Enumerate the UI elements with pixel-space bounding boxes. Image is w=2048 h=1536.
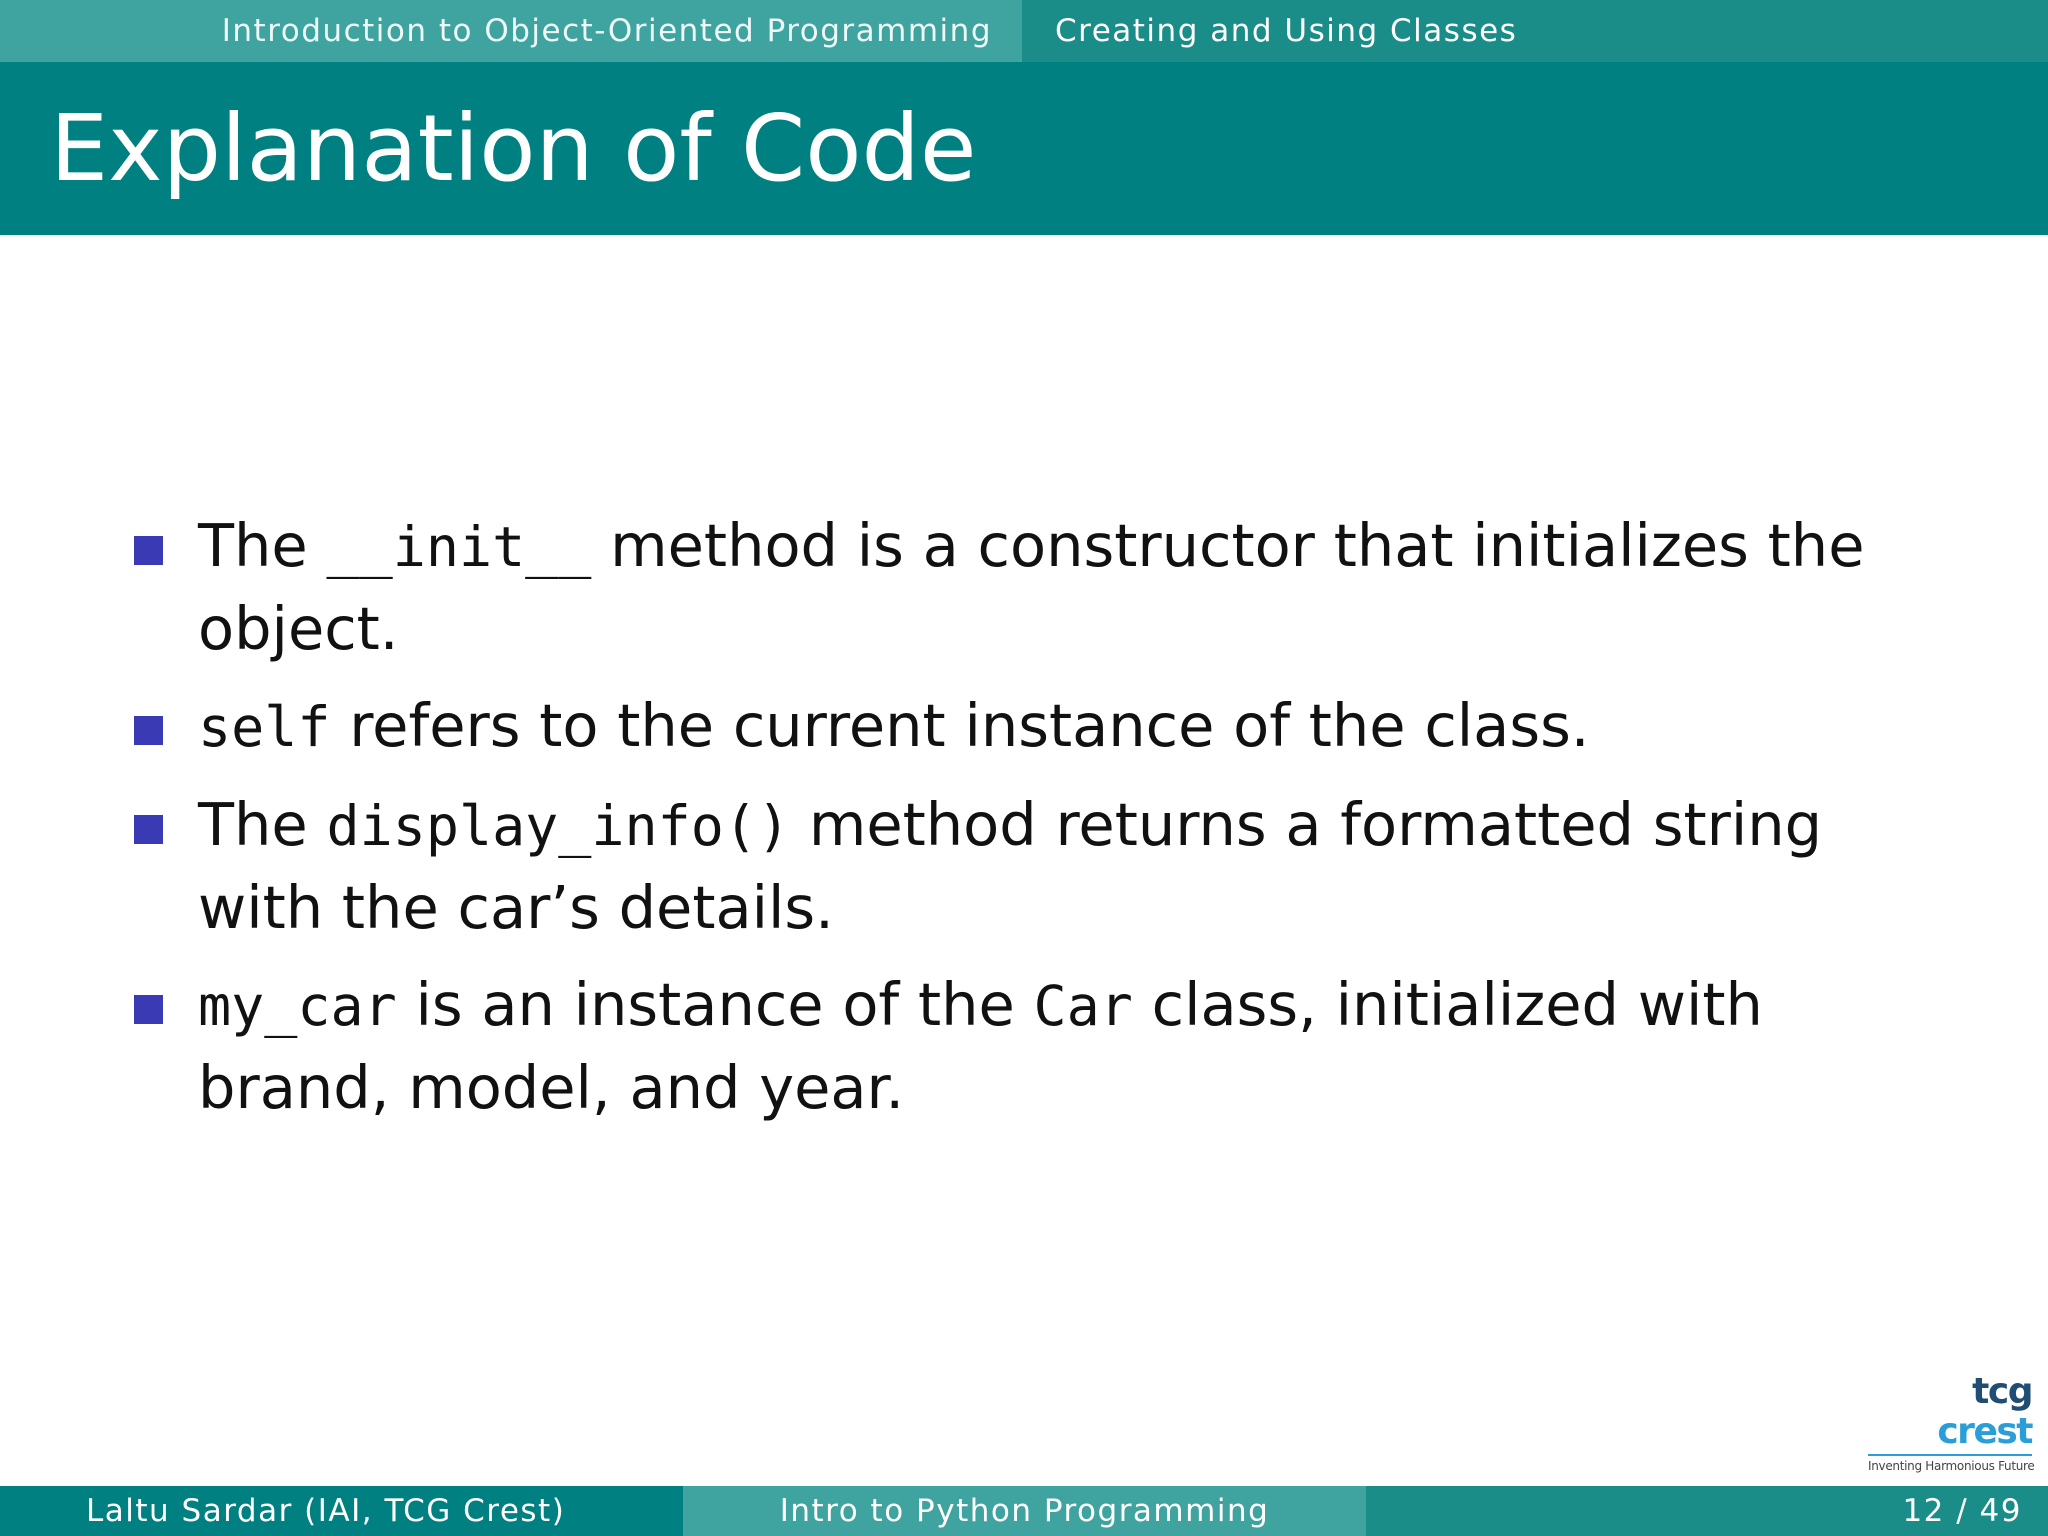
inline-code: __init__ [326, 515, 592, 579]
footer-title-label: Intro to Python Programming [779, 1493, 1270, 1529]
footer-bar [0, 1486, 2048, 1536]
footer-page-number [1366, 1486, 2048, 1536]
bullet-square-icon [134, 716, 163, 745]
logo-tagline: Inventing Harmonious Future [1868, 1459, 2035, 1473]
footer-author [0, 1486, 683, 1536]
logo-wordmark [1868, 1372, 2032, 1452]
frame-title: Explanation of Code [50, 95, 977, 202]
bullet-text: method is a constructor that initializes the object. [198, 511, 1865, 663]
bullet-text: The [198, 790, 327, 859]
header-subsection-label: Creating and Using Classes [1055, 13, 1518, 49]
bullet-text: is an instance of the [396, 970, 1034, 1039]
header-navigation [0, 0, 2048, 62]
logo-divider [1868, 1454, 2032, 1456]
bullet-item [134, 964, 1934, 1128]
slide-content [0, 235, 2048, 1485]
bullet-square-icon [134, 536, 163, 565]
header-section-link[interactable] [0, 0, 1022, 62]
bullet-item [134, 685, 1934, 768]
bullet-item [134, 505, 1934, 669]
tcg-crest-logo [1868, 1371, 2035, 1473]
inline-code: Car [1033, 974, 1133, 1038]
inline-code: my_car [198, 974, 397, 1038]
bullet-text: class, initialized with brand, model, and year. [198, 970, 1763, 1122]
bullet-item [134, 784, 1934, 948]
footer-page-label: 12 / 49 [1902, 1493, 2022, 1529]
bullet-square-icon [134, 995, 163, 1024]
bullet-square-icon [134, 815, 163, 844]
bullet-text: method returns a formatted string with the car’s details. [198, 790, 1823, 942]
footer-short-title [683, 1486, 1366, 1536]
logo-tcg-text: tcg [1972, 1371, 2032, 1412]
frame-title-bar [0, 62, 2048, 235]
bullet-list [134, 505, 1934, 1144]
bullet-text: The [198, 511, 327, 580]
header-section-label: Introduction to Object-Oriented Programming [221, 13, 992, 49]
bullet-text: refers to the current instance of the class. [330, 691, 1590, 760]
inline-code: self [198, 695, 331, 759]
logo-crest-text: crest [1937, 1411, 2032, 1452]
footer-author-label: Laltu Sardar (IAI, TCG Crest) [86, 1493, 566, 1529]
header-subsection-link[interactable] [1022, 0, 2048, 62]
inline-code: display_info() [326, 794, 791, 858]
